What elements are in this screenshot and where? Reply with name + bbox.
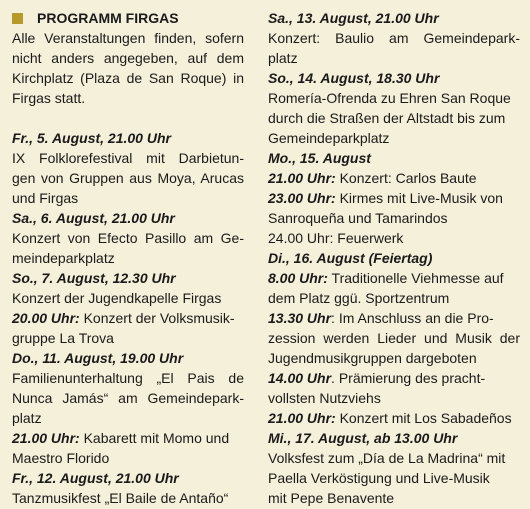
event-time: 23.00 Uhr:	[268, 190, 336, 206]
event-heading: So., 14. August, 18.30 Uhr	[268, 70, 440, 86]
event-text: meindeparkplatz	[12, 250, 115, 266]
event-text: Volksfest zum „Día de La Madrina“ mit	[268, 450, 506, 466]
event-heading: Sa., 13. August, 21.00 Uhr	[268, 10, 439, 26]
event-text: Konzert: Baulio am Gemeindepark-	[268, 30, 520, 46]
event-text: mit Pepe Benavente	[268, 490, 395, 506]
intro-line: Alle Veranstaltungen finden, sofern	[12, 30, 244, 46]
event-text: Sanroqueña und Tamarindos	[268, 210, 448, 226]
event-text: Konzert der Jugendkapelle Firgas	[12, 290, 222, 306]
event-text: Konzert von Efecto Pasillo am Ge-	[12, 230, 244, 246]
intro-line: nicht anders angegeben, auf dem	[12, 50, 244, 66]
event-heading: Sa., 6. August, 21.00 Uhr	[12, 210, 175, 226]
event-heading: Mi., 17. August, ab 13.00 Uhr	[268, 430, 458, 446]
event-text: 21.00 Uhr: Konzert: Carlos Baute	[268, 170, 477, 186]
event-text: gruppe La Trova	[12, 330, 114, 346]
event-heading: Mo., 15. August	[268, 150, 371, 166]
event-heading: Do., 11. August, 19.00 Uhr	[12, 350, 184, 366]
event-text: 14.00 Uhr. Prämierung des pracht-	[268, 370, 486, 386]
square-bullet-icon	[12, 13, 23, 24]
event-time: 14.00 Uhr	[268, 370, 332, 386]
event-text: 23.00 Uhr: Kirmes mit Live-Musik von	[268, 190, 503, 206]
left-column	[12, 8, 244, 508]
event-heading: Di., 16. August (Feiertag)	[268, 250, 433, 266]
event-text: Familienunterhaltung „El Pais de	[12, 370, 244, 386]
event-text: gen von Gruppen aus Moya, Arucas	[12, 170, 244, 186]
event-text: Jugendmusikgruppen dargeboten	[268, 350, 477, 366]
event-heading: Fr., 5. August, 21.00 Uhr	[12, 130, 171, 146]
program-title: PROGRAMM FIRGAS	[12, 8, 244, 28]
event-text: 21.00 Uhr: Konzert mit Los Sabadeños	[268, 410, 512, 426]
event-text: vollsten Nutzviehs	[268, 390, 381, 406]
event-time: 13.30 Uhr	[268, 310, 332, 326]
event-heading: Fr., 12. August, 21.00 Uhr	[12, 470, 179, 486]
event-text: Tanzmusikfest „El Baile de Antaño“	[12, 490, 229, 506]
event-text: Paella Verköstigung und Live-Musik	[268, 470, 490, 486]
event-text: 24.00 Uhr: Feuerwerk	[268, 230, 404, 246]
event-text: platz	[268, 50, 298, 66]
event-text: IX Folklorefestival mit Darbietun-	[12, 150, 244, 166]
event-text: Nunca Jamás“ am Gemeindepark-	[12, 390, 244, 406]
event-time: 21.00 Uhr:	[12, 430, 80, 446]
event-text: Romería-Ofrenda zu Ehren San Roque	[268, 90, 511, 106]
event-text: 8.00 Uhr: Traditionelle Viehmesse auf	[268, 270, 504, 286]
event-time: 21.00 Uhr:	[268, 410, 336, 426]
event-time: 20.00 Uhr:	[12, 310, 80, 326]
event-text: Gemeindeparkplatz	[268, 130, 390, 146]
event-heading: So., 7. August, 12.30 Uhr	[12, 270, 176, 286]
event-text: 21.00 Uhr: Kabarett mit Momo und	[12, 430, 230, 446]
event-text: dem Platz ggü. Sportzentrum	[268, 290, 450, 306]
intro-line: Firgas statt.	[12, 90, 86, 106]
event-text: und Firgas	[12, 190, 79, 206]
event-text: 13.30 Uhr: Im Anschluss an die Pro-	[268, 310, 494, 326]
event-text: platz	[12, 410, 42, 426]
right-column	[268, 8, 520, 508]
event-time: 8.00 Uhr:	[268, 270, 328, 286]
event-text: Maestro Florido	[12, 450, 110, 466]
event-text: 20.00 Uhr: Konzert der Volksmusik-	[12, 310, 235, 326]
intro-line: Kirchplatz (Plaza de San Roque) in	[12, 70, 244, 86]
event-text: durch die Straßen der Altstadt bis zum	[268, 110, 506, 126]
event-text: zession werden Lieder und Musik der	[268, 330, 520, 346]
event-time: 21.00 Uhr:	[268, 170, 336, 186]
